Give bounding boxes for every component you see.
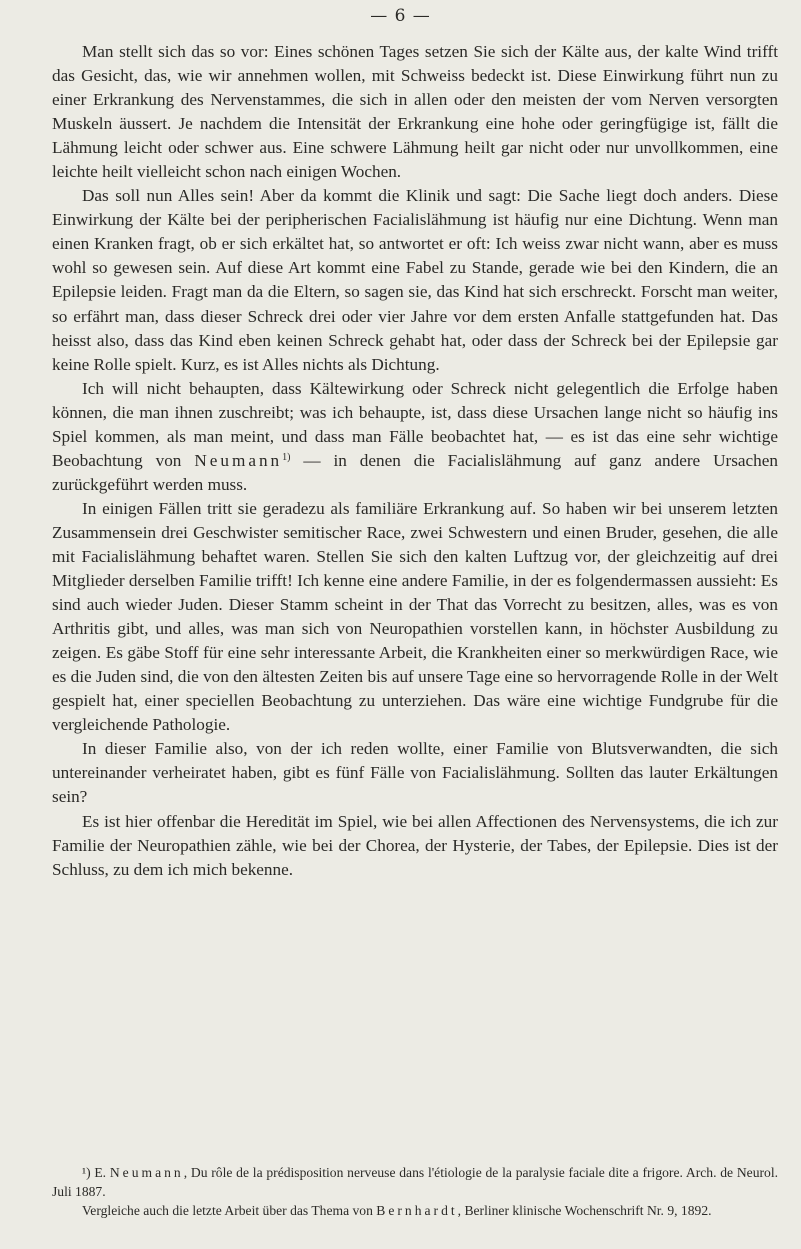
footnote-2-text: Vergleiche auch die letzte Arbeit über das Thema von xyxy=(82,1203,377,1218)
footnotes xyxy=(52,1163,778,1220)
paragraph-3 xyxy=(52,377,778,497)
footnote-1-citation: , Du rôle de la prédisposition nerveuse dans l'étiologie de la paralysie faciale dite a frigore. Arch. de Neurol. Juli 1887. xyxy=(52,1165,778,1199)
paragraph-1: Man stellt sich das so vor: Eines schönen Tages setzen Sie sich der Kälte aus, der kalte Wind trifft das Gesicht, das, wie wir annehmen wollen, mit Schweiss bedeckt ist. Diese Einwirkung führt nun zu einer Erkrankung des Nervenstammes, die sich in allen oder den meisten der vom Nerven versorgten Muskeln äussert. Je nachdem die Intensität der Erkrankung eine hohe oder geringfügige ist, fällt die Lähmung leicht oder schwer aus. Eine schwere Lähmung heilt gar nicht oder nur unvollkommen, eine leichte heilt vielleicht schon nach einigen Wochen. xyxy=(52,42,778,182)
body-text xyxy=(52,40,778,882)
paragraph-5: In dieser Familie also, von der ich reden wollte, einer Familie von Blutsverwandten, die sich untereinander verheiratet haben, gibt es fünf Fälle von Facialislähmung. Sollten das lauter Erkältungen sein? xyxy=(52,739,778,807)
paragraph-3-text-end: — in denen die Facialislähmung auf ganz andere Ursachen zurückgeführt werden muss. xyxy=(52,450,778,494)
paragraph-2: Das soll nun Alles sein! Aber da kommt die Klinik und sagt: Die Sache liegt doch anders. Diese Einwirkung der Kälte bei der peripherischen Facialislähmung ist häufig nur eine Dichtung. Wenn man einen Kranken fragt, ob er sich erkältet hat, so antwortet er oft: Ich weiss zwar nicht wann, aber es muss wohl so gewesen sein. Auf diese Art kommt eine Fabel zu Stande, gerade wie bei den Kindern, die an Epilepsie leiden. Fragt man da die Eltern, so sagen sie, das Kind hat sich erschreckt. Forscht man weiter, so erfährt man, dass dieser Schreck drei oder vier Jahre vor dem ersten Anfalle stattgefunden hat. Das heisst also, dass das Kind eben keinen Schreck gehabt hat, oder dass der Schreck bei der Epilepsie gar keine Rolle spielt. Kurz, es ist Alles nichts als Dichtung. xyxy=(52,186,778,374)
footnote-1-author: Neumann xyxy=(109,1165,184,1180)
footnote-1-text: E. xyxy=(90,1165,110,1180)
paragraph-3-text: Ich will nicht behaupten, dass Kältewirkung oder Schreck nicht gelegentlich die Erfolge haben können, die man ihnen zuschreibt; was ich behaupte, ist, dass diese Ursachen lange nicht so häufig ins Spiel kommen, als man meint, und dass man Fälle beobachtet hat, — es ist das eine sehr wichtige Beobachtung von xyxy=(52,378,778,470)
author-name-neumann: Neumann xyxy=(194,450,283,470)
footnote-reference: 1) xyxy=(282,451,291,463)
footnote-1-marker: ¹) xyxy=(82,1165,91,1180)
paragraph-6: Es ist hier offenbar die Heredität im Spiel, wie bei allen Affectionen des Nervensystems, die ich zur Familie der Neuropathien zähle, wie bei der Chorea, der Hysterie, der Tabes, der Epilepsie. Dies ist der Schluss, zu dem ich mich bekenne. xyxy=(52,811,778,879)
paragraph-4: In einigen Fällen tritt sie geradezu als familiäre Erkrankung auf. So haben wir bei unserem letzten Zusammensein drei Geschwister semitischer Race, zwei Schwestern und einen Bruder, gesehen, die alle mit Facialislähmung behaftet waren. Stellen Sie sich den kalten Luftzug vor, der gleichzeitig auf drei Mitglieder derselben Familie trifft! Ich kenne eine andere Familie, in der es folgendermassen aussieht: Es sind auch wieder Juden. Dieser Stamm scheint in der That das Vorrecht zu besitzen, alles, was es von Arthritis gibt, und alles, was man sich von Neuropathien vorstellen kann, in höchster Ausbildung zu zeigen. Es gäbe Stoff für eine sehr interessante Arbeit, die Krankheiten einer so merkwürdigen Race, wie es die Juden sind, die von den ältesten Zeiten bis auf unsere Tage eine so hervorragende Rolle in der Welt gespielt hat, einer speciellen Beobachtung zu unterziehen. Das wäre eine wichtige Fundgrube für die vergleichende Pathologie. xyxy=(52,498,778,735)
page-number: — 6 — xyxy=(370,6,431,26)
footnote-2-citation: , Berliner klinische Wochenschrift Nr. 9, 1892. xyxy=(457,1203,712,1218)
footnote-2 xyxy=(52,1201,778,1220)
footnote-2-author: Bernhardt xyxy=(376,1203,458,1218)
footnote-1 xyxy=(52,1163,778,1201)
